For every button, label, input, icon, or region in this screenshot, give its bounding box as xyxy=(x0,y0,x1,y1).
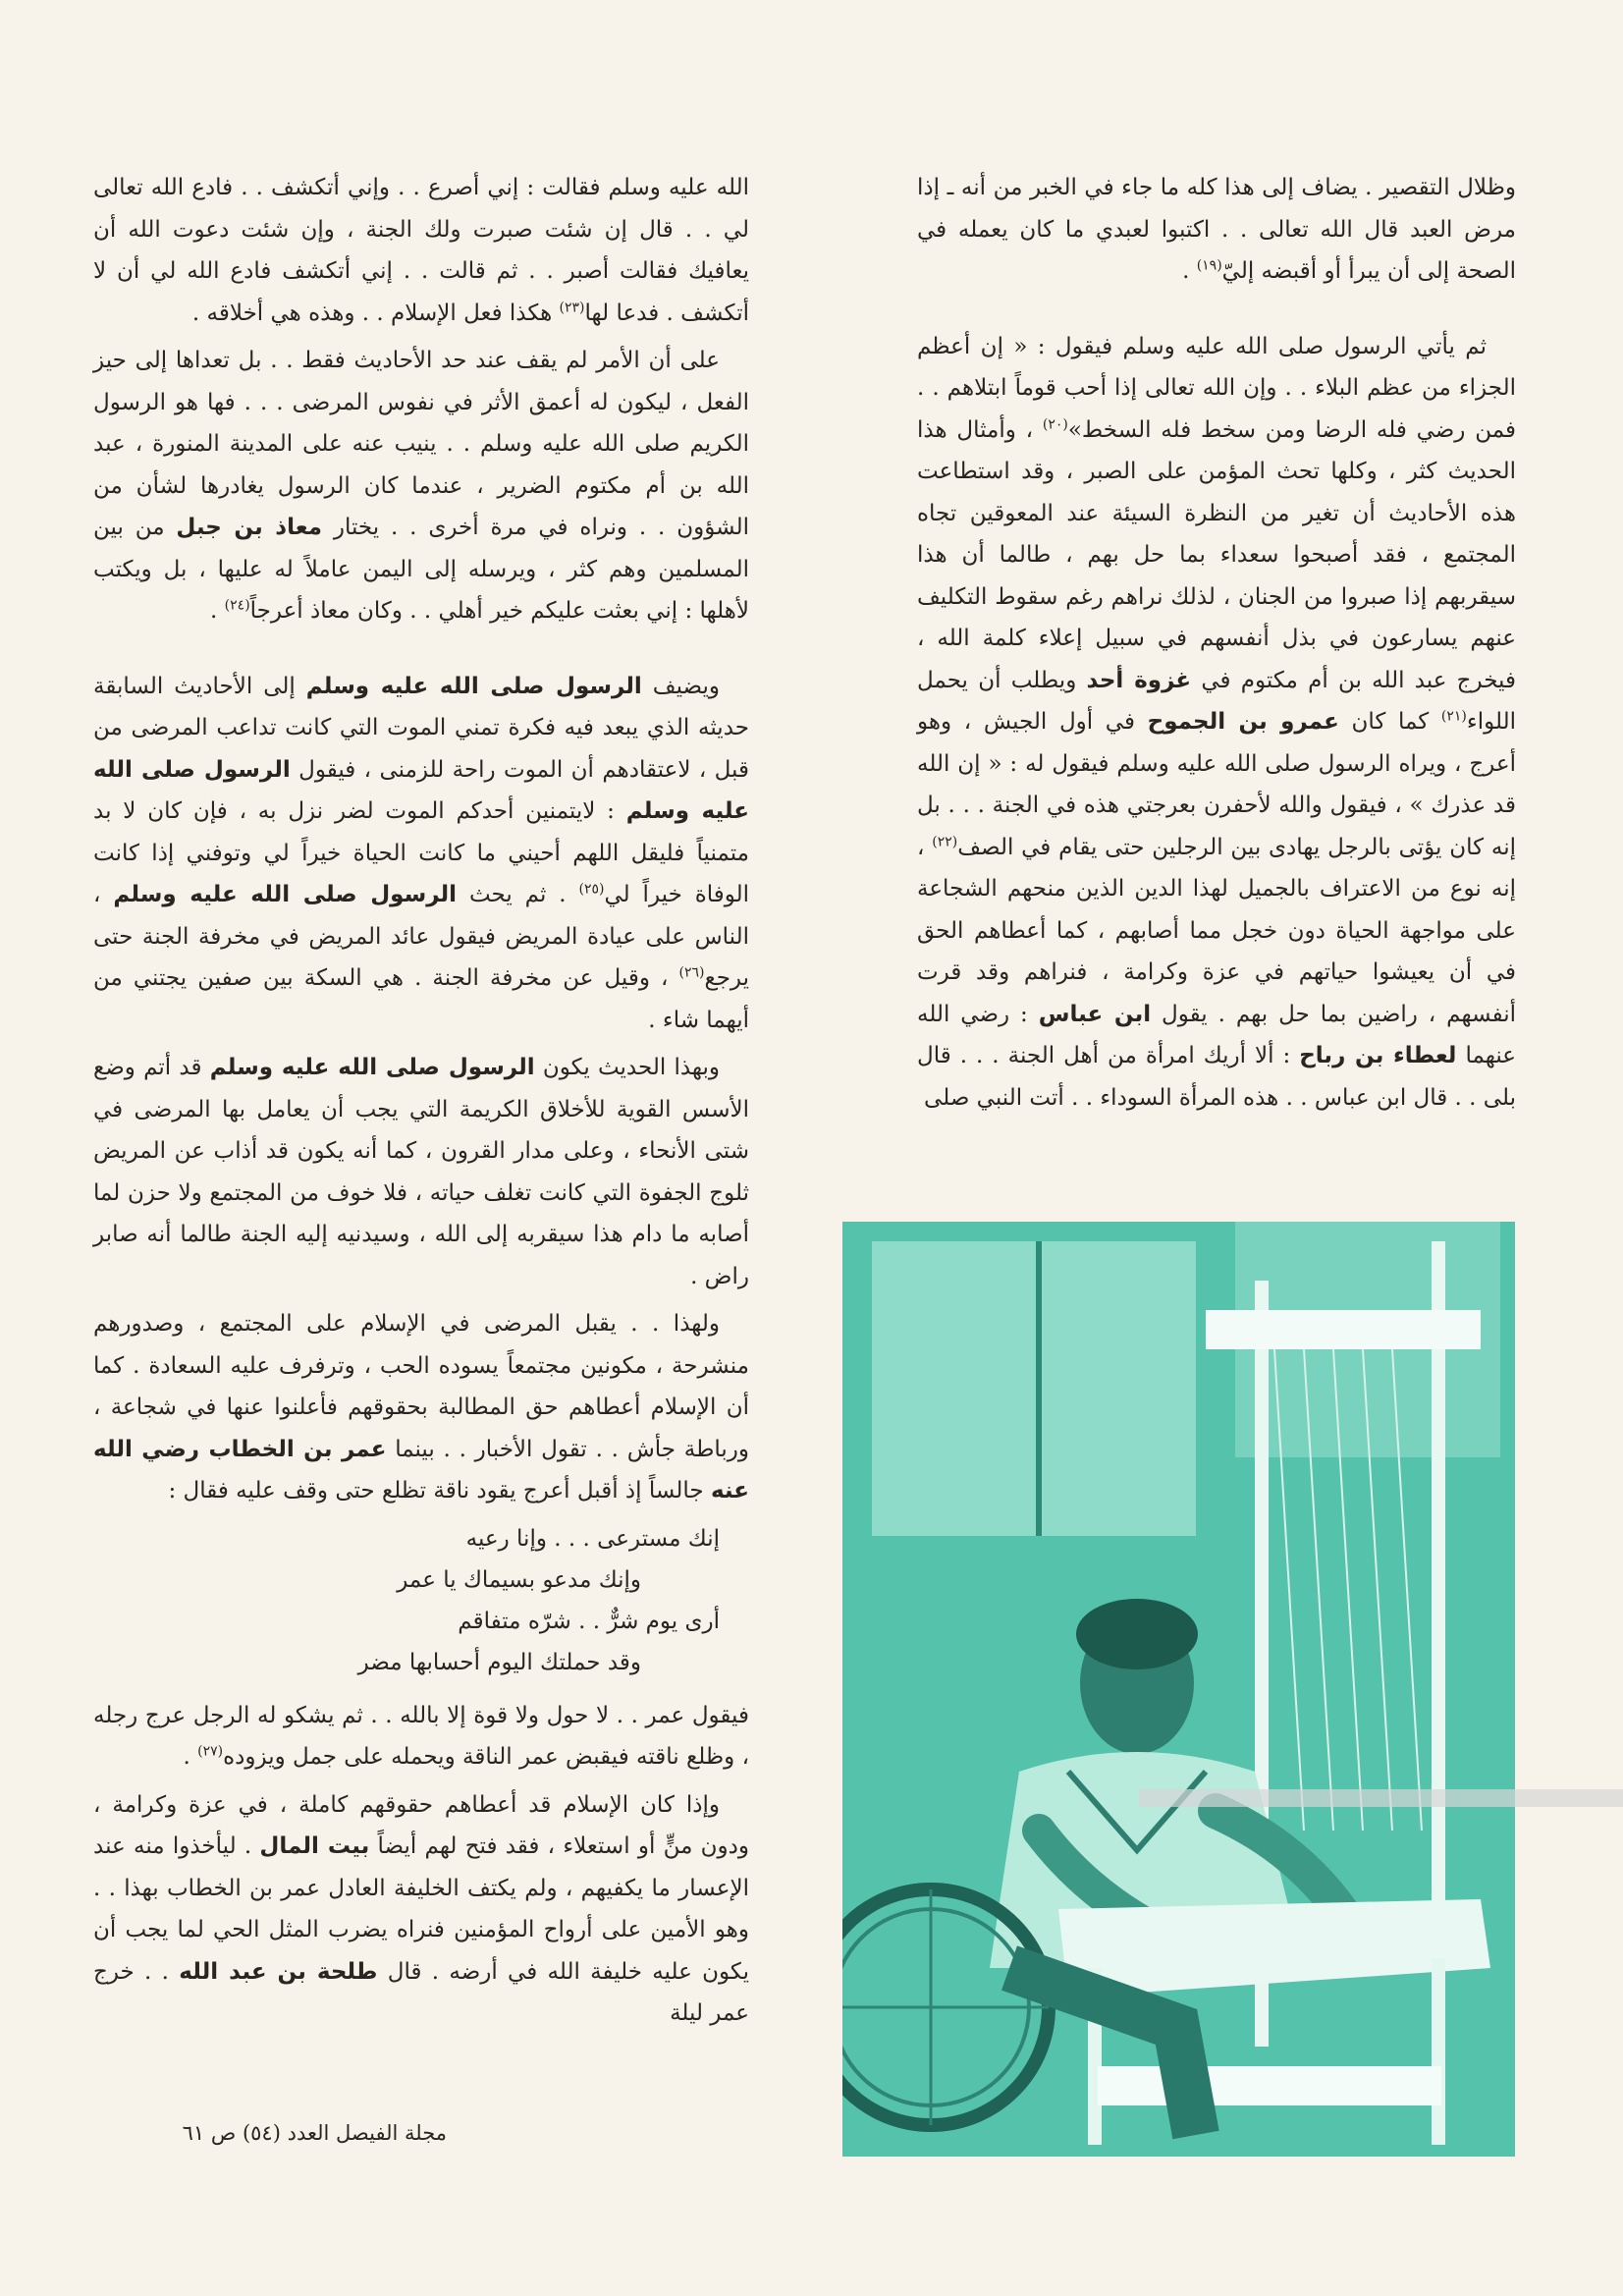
paragraph xyxy=(93,1047,749,1297)
paragraph xyxy=(93,666,749,1042)
text: وإذا كان الإسلام قد أعطاهم حقوقهم كاملة ، في عزة وكرامة ، ودون منٍّ أو استعلاء ، فقد فتح لهم أيضاً xyxy=(93,1791,750,1859)
highlight-name: الرسول صلى الله عليه وسلم xyxy=(305,673,642,699)
text: فيقول عمر . . لا حول ولا قوة إلا بالله . . ثم يشكو له الرجل عرج رجله ، وظلع ناقته فيقبض عمر الناقة ويحمله على جمل ويزوده xyxy=(93,1702,749,1770)
paragraph xyxy=(93,167,749,334)
text: وظلال التقصير . يضاف إلى هذا كله ما جاء في الخبر من أنه ـ إذا مرض العبد قال الله تعالى . . اكتبوا لعبدي ما كان يعمله في الصحة إلى أن يبرأ أو أقبضه إليّ xyxy=(917,175,1516,284)
poem-line: أرى يوم شرٌّ . . شرّه متفاقم xyxy=(458,1608,720,1634)
highlight-name: الرسول صلى الله عليه وسلم xyxy=(113,882,458,907)
text: . ثم يحث xyxy=(468,882,567,907)
poem-line: وقد حملتك اليوم أحسابها مضر xyxy=(357,1649,641,1675)
text: كما كان xyxy=(1351,709,1430,735)
text: إلى الأحاديث السابقة حديثه الذي يبعد فيه فكرة تمني الموت التي كانت تداعب المرضى من قبل ، لاعتقادهم أن الموت راحة للزمنى ، فيقول xyxy=(93,673,749,783)
poem xyxy=(93,1518,749,1683)
text: هكذا فعل الإسلام . . وهذه هي أخلاقه . xyxy=(191,300,553,326)
text: وبهذا الحديث يكون xyxy=(542,1055,721,1080)
text: ، الناس على عيادة المريض فيقول عائد المريض في مخرفة الجنة حتى يرجع xyxy=(93,882,750,991)
text: : رضي الله عنهما xyxy=(917,1001,1517,1068)
footnote-ref: (٢٤) xyxy=(224,597,250,614)
page-footer: مجلة الفيصل العدد (٥٤) ص ٦١ xyxy=(182,2121,447,2145)
footnote-ref: (٢٠) xyxy=(1042,415,1068,432)
poem-line: إنك مسترعى . . . وإنا رعيه xyxy=(465,1525,720,1552)
highlight-name: غزوة أحد xyxy=(1086,667,1192,693)
text: قد أتم وضع الأسس القوية للأخلاق الكريمة التي يجب أن يعامل بها المرضى في شتى الأنحاء ، وعلى مدار القرون ، كما أنه يكون قد أذاب عن المريض ثلوج الجفوة التي كانت تغلف حياته ، فلا خوف من المجتمع ولا حزن لما أصابه ما دام هذا سيقربه إلى الله ، وسيدنيه إليه الجنة طالما أنه صابر راض . xyxy=(93,1055,749,1289)
footnote-ref: (٢٣) xyxy=(559,299,585,315)
text: ويضيف xyxy=(652,673,720,699)
highlight-name: بيت المال xyxy=(259,1833,370,1859)
footnote-ref: (٢١) xyxy=(1440,708,1467,725)
text: ويطلب أن يحمل اللواء xyxy=(917,667,1516,735)
text: : لايتمنين أحدكم الموت لضر نزل به ، فإن كان لا بد متمنياً فليقل اللهم أحيني ما كانت الحياة خيراً لي وتوفني إذا كانت الوفاة خيراً لي xyxy=(93,798,750,907)
highlight-name: عمرو بن الجموح xyxy=(1147,709,1339,735)
highlight-name: ابن عباس xyxy=(1038,1001,1152,1027)
scan-artifact-bar xyxy=(1139,1789,1623,1807)
left-text-column xyxy=(93,167,749,2041)
highlight-name: معاذ بن جبل xyxy=(176,515,322,540)
highlight-name: عمر بن الخطاب رضي الله عنه xyxy=(93,1436,749,1503)
text: ، إنه نوع من الاعتراف بالجميل لهذا الدين الذين منحهم الشجاعة على مواجهة الحياة دون خجل مما أصابهم ، كما أعطاهم الحق في أن يعيشوا حياتهم في عزة وكرامة ، فنراهم وقد قرت أنفسهم ، راضين بما حل بهم . يقول xyxy=(917,834,1517,1027)
text: : ألا أريك امرأة من أهل الجنة . . . قال بلى . . قال ابن عباس . . هذه المرأة السوداء . . أتت النبي صلى xyxy=(917,1043,1516,1111)
text: . . خرج عمر ليلة xyxy=(93,1958,749,2026)
text: من بين المسلمين وهم كثر ، ويرسله إلى اليمن عاملاً له عليها ، بل ويكتب لأهلها : إني بعثت عليكم خير أهلي . . وكان معاذ أعرجاً xyxy=(93,515,749,624)
paragraph: على أن الأمر لم يقف عند حد الأحاديث فقط . . بل تعداها إلى حيز الفعل ، ليكون له أعمق الأثر في نفوس المرضى . . . فها هو الرسول الكريم صلى الله عليه وسلم . . ينيب عنه على المدينة المنورة ، عبد الله بن أم مكتوم الضرير ، عندما كان الرسول يغادرها لشأن من الشؤون . . ونراه في مرة أخرى . . يختار معاذ بن جبل من بين المسلمين وهم كثر ، ويرسله إلى اليمن عاملاً له عليها ، بل ويكتب لأهلها : إني بعثت عليكم خير أهلي . . وكان معاذ أعرجاً$^{(٢٤)}$ . xyxy=(93,348,750,624)
text: في أول الجيش ، وهو أعرج ، ويراه الرسول صلى الله عليه وسلم فيقول له : « إن الله قد عذرك » ، فيقول والله لأحفرن بعرجتي هذه في الجنة . . . بل إنه كان يؤتى بالرجل يهادى بين الرجلين حتى يقام في الصف xyxy=(917,709,1516,860)
wheelchair-loom-photo xyxy=(842,1222,1515,2157)
highlight-name: لعطاء بن رباح xyxy=(1299,1043,1457,1068)
paragraph: وظلال التقصير . يضاف إلى هذا كله ما جاء في الخبر من أنه ـ إذا مرض العبد قال الله تعالى . . اكتبوا لعبدي ما كان يعمله في الصحة إلى أن يبرأ أو أقبضه إليّ$^{(١٩)}$ . xyxy=(917,175,1516,284)
photo-illustration xyxy=(842,1222,1515,2157)
text: الله عليه وسلم فقالت : إني أصرع . . وإني أتكشف . . فادع الله تعالى لي . . قال إن شئت صبرت ولك الجنة ، وإن شئت دعوت الله أن يعافيك فقالت أصبر . . ثم قالت . . إني أتكشف فادع الله لي أن لا أتكشف . فدعا لها xyxy=(93,175,749,326)
footnote-ref: (٢٦) xyxy=(678,964,705,981)
highlight-name: الرسول صلى الله عليه وسلم xyxy=(209,1055,535,1080)
footnote-ref: (١٩) xyxy=(1196,257,1222,274)
highlight-name: طلحة بن عبد الله xyxy=(179,1958,378,1985)
text: ، وقيل عن مخرفة الجنة . هي السكة بين صفين يجتني من أيهما شاء . xyxy=(93,965,749,1033)
paragraph xyxy=(93,1303,749,1512)
paragraph xyxy=(917,326,1516,1120)
text: على أن الأمر لم يقف عند حد الأحاديث فقط . . بل تعداها إلى حيز الفعل ، ليكون له أعمق الأثر في نفوس المرضى . . . فها هو الرسول الكريم صلى الله عليه وسلم . . ينيب عنه على المدينة المنورة ، عبد الله بن أم مكتوم الضرير ، عندما كان الرسول يغادرها لشأن من الشؤون . . ونراه في مرة أخرى . . يختار xyxy=(93,348,750,540)
paragraph: فيقول عمر . . لا حول ولا قوة إلا بالله . . ثم يشكو له الرجل عرج رجله ، وظلع ناقته فيقبض عمر الناقة ويحمله على جمل ويزوده$^{(٢٧)}$ . xyxy=(93,1702,749,1770)
footnote-ref: (٢٢) xyxy=(932,833,958,849)
poem-line: وإنك مدعو بسيماك يا عمر xyxy=(397,1566,641,1593)
highlight-name: الرسول صلى الله عليه وسلم xyxy=(93,756,749,824)
paragraph xyxy=(93,1784,749,2035)
text: . ليأخذوا منه عند الإعسار ما يكفيهم ، ولم يكتف الخليفة العادل عمر بن الخطاب بهذا . . وهو الأمين على أرواح المؤمنين فنراه يضرب المثل الحي لما يجب أن يكون عليه خليفة الله في أرضه . قال xyxy=(93,1833,750,1985)
text: ولهذا . . يقبل المرضى في الإسلام على المجتمع ، وصدورهم منشرحة ، مكونين مجتمعاً يسوده الحب ، وترفرف عليه السعادة . كما أن الإسلام أعطاهم حق المطالبة بحقوقهم فأعلنوا عنها في شجاعة ، ورباطة جأش . . تقول الأخبار . . بينما xyxy=(93,1311,750,1462)
right-text-column xyxy=(917,167,1516,1124)
text: ثم يأتي الرسول صلى الله عليه وسلم فيقول : « إن أعظم الجزاء من عظم البلاء . . وإن الله تعالى إذا أحب قوماً ابتلاهم . . فمن رضي فله الرضا ومن سخط فله السخط» xyxy=(917,333,1516,443)
text: جالساً إذ أقبل أعرج يقود ناقة تظلع حتى وقف عليه فقال : xyxy=(168,1478,704,1503)
text: ، وأمثال هذا الحديث كثر ، وكلها تحث المؤمن على الصبر ، وقد استطاعت هذه الأحاديث أن تغير من النظرة السيئة عند المعوقين تجاه المجتمع ، فقد أصبحوا سعداء بما حل بهم ، طالما أن هذا سيقربهم إذا صبروا من الجنان ، لذلك نراهم رغم سقوط التكليف عنهم يسارعون في بذل أنفسهم في سبيل إعلاء كلمة الله ، فيخرج عبد الله بن أم مكتوم في xyxy=(917,416,1516,693)
footnote-ref: (٢٧) xyxy=(197,1743,224,1760)
footnote-ref: (٢٥) xyxy=(578,881,605,898)
